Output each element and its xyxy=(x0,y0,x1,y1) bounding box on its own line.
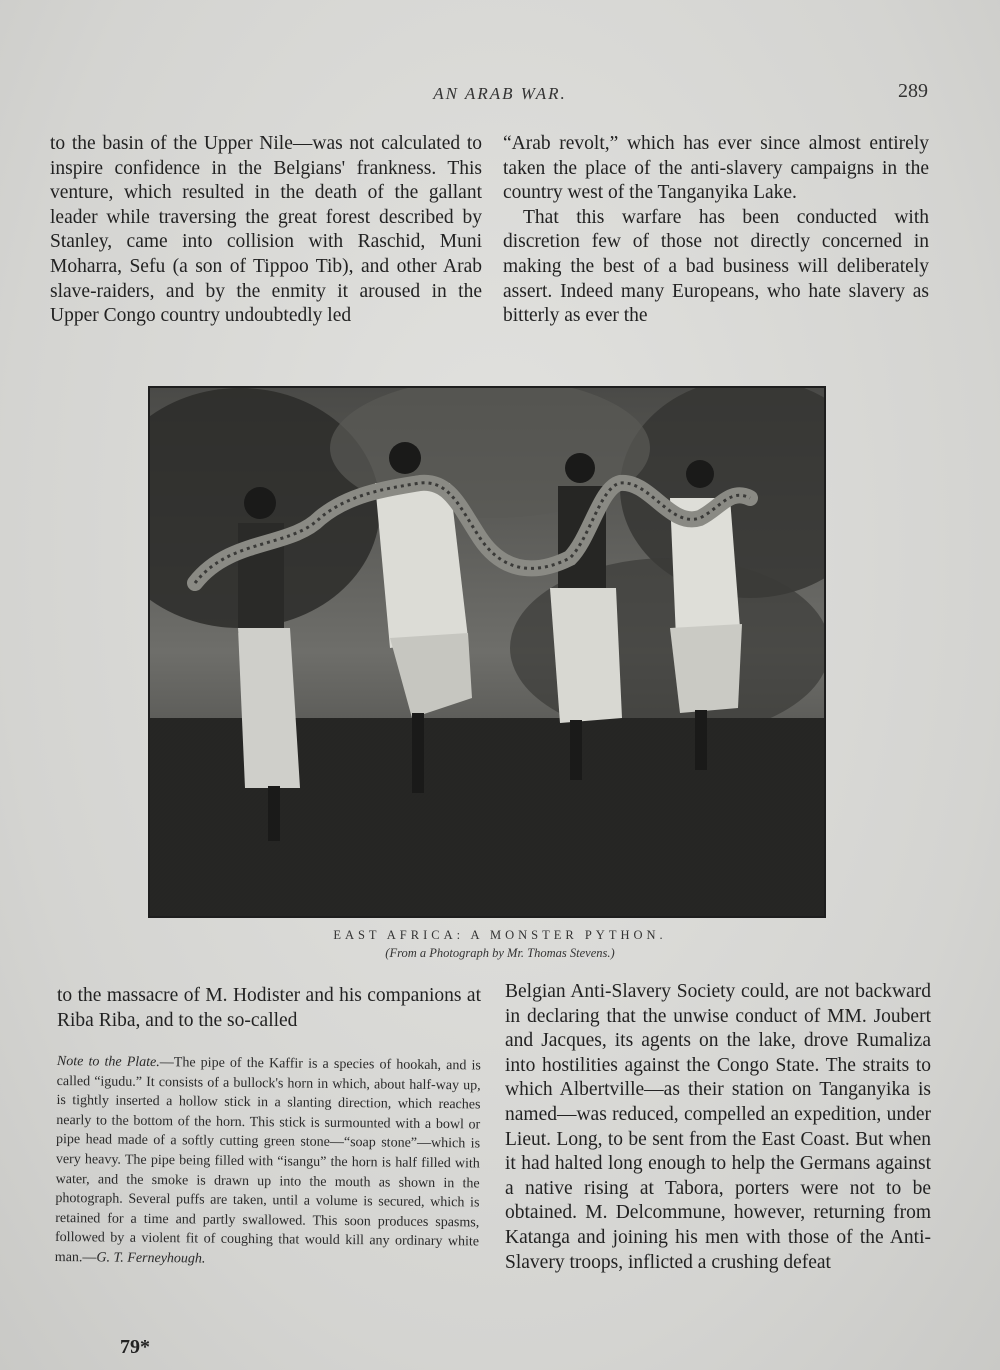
paragraph: to the basin of the Upper Nile—was not calculated to inspire confidence in the Belgians' frankness. This venture, which resulted in the death of the gallant leader while traversing the great forest described by Stanley, came into collision with Raschid, Muni Moharra, Sefu (a son of Tippoo Tib), and other Arab slave-raiders, and by the enmity it aroused in the Upper Congo country undoubtedly led xyxy=(50,133,482,327)
column-top-left xyxy=(50,132,482,329)
column-bottom-left xyxy=(57,984,481,1033)
engraving-illustration xyxy=(150,388,824,916)
plate-caption-credit: (From a Photograph by Mr. Thomas Stevens.) xyxy=(385,946,615,960)
folio-mark: 79* xyxy=(120,1336,150,1358)
running-title: AN ARAB WAR. xyxy=(433,84,567,103)
plate-caption-title: EAST AFRICA: A MONSTER PYTHON. xyxy=(333,928,667,942)
paragraph: Belgian Anti-Slavery Society could, are not backward in declaring that the unwise conduct of MM. Joubert and Jacques, its agents on the lake, drove Rumaliza into hostilities against the Congo State. The straits to which Albertville—as their station on Tanganyika is named—was reduced, compelled an expedition, under Lieut. Long, to be sent from the East Coast. But when it had halted long enough to help the Germans against a native rising at Tabora, porters were not to be obtained. M. Delcommune, however, returning from Katanga and joining his men with those of the Anti-Slavery troops, inflicted a crushing defeat xyxy=(505,981,931,1273)
note-lead: Note to the Plate. xyxy=(56,1053,160,1071)
plate-note xyxy=(55,1052,481,1272)
paragraph: That this warfare has been conducted with discretion few of those not directly concerned in making the best of a bad business will deliberately assert. Indeed many Europeans, who hate slavery as bitterly as ever the xyxy=(503,206,929,327)
paragraph: to the massacre of M. Hodister and his companions at Riba Riba, and to the so-called xyxy=(57,985,481,1031)
python-engraving xyxy=(148,386,826,918)
note-signature: G. T. Ferneyhough. xyxy=(96,1250,206,1267)
page-number: 289 xyxy=(898,80,928,102)
paragraph: “Arab revolt,” which has ever since almost entirely taken the place of the anti-slavery campaigns in the country west of the Tanganyika Lake. xyxy=(503,133,929,204)
note-body: —The pipe of the Kaffir is a species of hookah, and is called “igudu.” It consists of a bullock's horn in which, about half-way up, is tightly inserted a hollow stick in a slanting direction, which reaches nearly to the bottom of the horn. This stick is surmounted with a bowl or pipe head made of a softly cutting green stone—“soap stone”—which is very heavy. The pipe being filled with “isangu” the horn is half filled with water, and the smoke is drawn up into the mouth as shown in the photograph. Several puffs are taken, until a volume is secured, which is retained for a time and partly swallowed. This soon produces spasms, followed by a violent fit of coughing that would kill any ordinary white man.— xyxy=(54,1055,481,1266)
column-bottom-right xyxy=(505,980,931,1275)
column-top-right xyxy=(503,132,929,329)
